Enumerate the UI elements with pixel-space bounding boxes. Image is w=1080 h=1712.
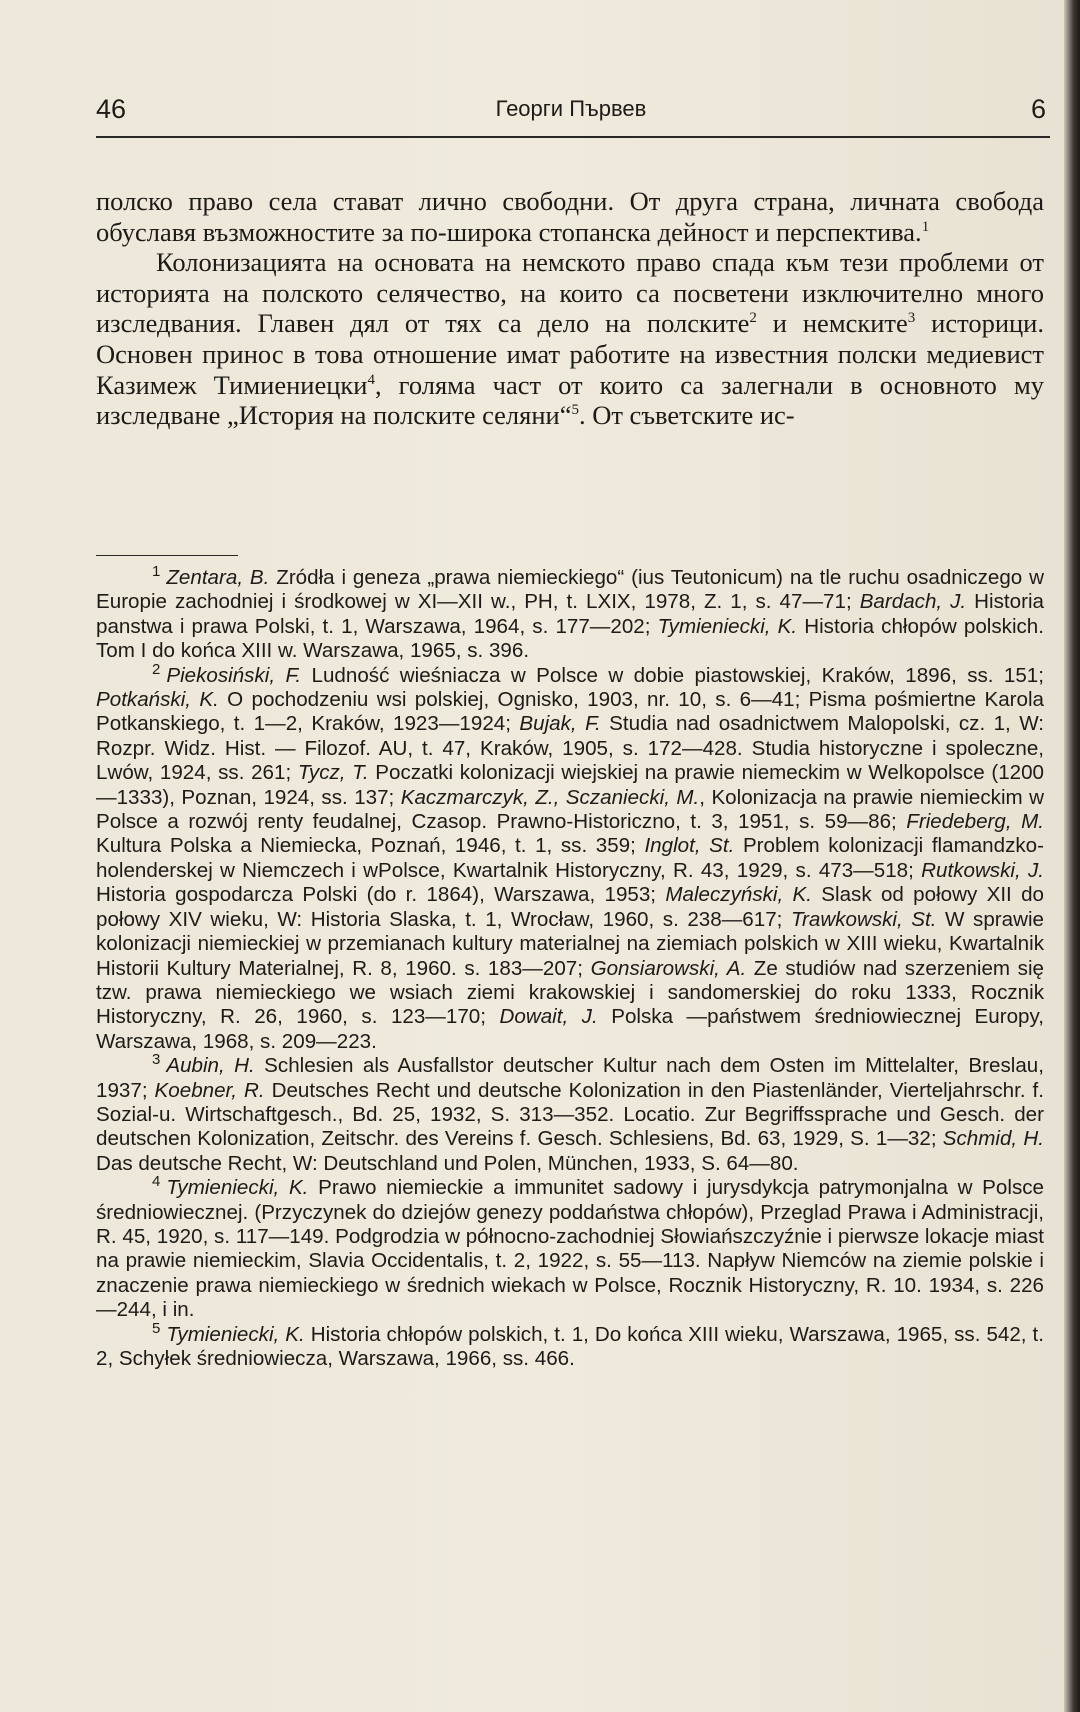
citation-author: Tymieniecki, K. [166, 1322, 305, 1346]
paragraph-text: Колонизацията на основата на немското право спада към тези проблеми от историята на полското селячество, на които са посветени изключително много изследвания. Главен дял от тях са дело на полските [96, 247, 1044, 339]
citation-text: Das deutsche Recht, W: Deutschland und Polen, München, 1933, S. 64—80. [96, 1151, 799, 1175]
footnote-number: 1 [152, 563, 161, 581]
citation-text: Poczatki kolonizacji wiejskiej na prawie niemeckim w Welkopolsce (1200—1333), Poznan, 1924, ss. 137; [96, 761, 1045, 809]
paragraph-text: и немските [756, 308, 908, 339]
footnote-number: 2 [152, 660, 161, 678]
citation-author: Kaczmarczyk, Z., Sczaniecki, M. [400, 785, 700, 809]
citation-author: Friedeberg, M. [906, 810, 1044, 834]
citation-text: Zródła i geneza „prawa niemieckiego“ (ius Teutonicum) na tle ruchu osadniczego w Europie zachodniej i środkowej w XI—XII w., PH, t. LXIX, 1978, Z. 1, s. 47—71; [96, 566, 1044, 614]
citation-text: Historia panstwa i prawa Polski, t. 1, Warszawa, 1964, s. 177—202; [96, 590, 1044, 638]
page-number: 46 [96, 94, 127, 124]
book-spine-edge [1064, 0, 1080, 1712]
citation-author: Tymieniecki, K. [657, 614, 798, 638]
footnote [96, 1319, 1044, 1372]
citation-author: Zentara, B. [166, 566, 270, 589]
citation-text: , Kolonizacja na prawie niemieckim w Polsce a rozwój renty feudalnej, Czasop. Prawno-Historiczno, t. 3, 1951, s. 59—86; [96, 785, 1044, 834]
citation-author: Tymieniecki, K. [166, 1176, 309, 1200]
citation-text: O pochodzeniu wsi polskiej, Ognisko, 1903, nr. 10, s. 6—41; Pisma pośmiertne Karola Potkanskiego, t. 1—2, Kraków, 1923—1924; [96, 688, 1045, 736]
citation-text: Historia gospodarcza Polski (do r. 1864), Warszawa, 1953; [96, 883, 666, 907]
footnotes [96, 563, 1045, 1371]
footnote [96, 563, 1044, 664]
footnote [96, 1173, 1044, 1322]
footnote [96, 660, 1045, 1055]
citation-text: Kultura Polska a Niemiecka, Poznań, 1946, t. 1, ss. 359; [96, 834, 645, 858]
citation-author: Maleczyński, K. [665, 883, 812, 907]
signature-mark: 6 [1030, 94, 1046, 124]
citation-text: Historia chłopów polskich, t. 1, Do końca XIII wieku, Warszawa, 1965, ss. 542, t. 2, Schyłek średniowiecza, Warszawa, 1966, ss. 466. [96, 1322, 1044, 1370]
footnote-ref[interactable]: 1 [921, 218, 930, 235]
citation-author: Bardach, J. [859, 590, 967, 614]
citation-author: Trawkowski, St. [790, 907, 937, 931]
paragraph [96, 247, 1044, 431]
paragraph-text: . От съветските ис- [578, 400, 795, 431]
citation-text: Deutsches Recht und deutsche Kolonization in den Piastenländer, Vierteljahrschr. f. Sozial-u. Wirtschaftgesch., Bd. 25, 1932, S. 313—352. Locatio. Zur Begriffssprache und Gesch. der deutschen Kolonization, Zeitschr. des Vereins f. Gesch. Schlesiens, Bd. 63, 1929, S. 1—32; [96, 1078, 1045, 1151]
citation-text: Prawo niemieckie a immunitet sadowy i jurysdykcja patrymonjalna w Polsce średniowiecznej. (Przyczynek do dziejów genezy poddaństwa chłopów), Przeglad Prawa i Administracji, R. 45, 1920, s. 117—149. Podgrodzia w północno-zachodniej Słowiańszczyźnie i pierwsze lokacje miast na prawie niemieckim, Slavia Occidentalis, t. 2, 1922, s. 55—113. Napływ Niemców na ziemie polskie i znaczenie prawa niemieckiego w średnich wiekach w Polsce, Rocznik Historyczny, R. 10. 1934, s. 226—244, i in. [96, 1176, 1044, 1322]
citation-author: Aubin, H. [166, 1054, 255, 1078]
footnote [96, 1051, 1045, 1176]
running-header [96, 94, 1046, 128]
citation-author: Tycz, T. [297, 761, 369, 785]
citation-text: Problem kolonizacji flamandzko-holenderskej w Niemczech i wPolsce, Kwartalnik Historyczny, R. 43, 1929, s. 473—518; [96, 834, 1044, 882]
citation-text: Slask od połowy XII do połowy XIV wieku, W: Historia Slaska, t. 1, Wrocław, 1960, s. 238—617; [96, 883, 1044, 931]
citation-author: Rutkowski, J. [921, 858, 1044, 882]
citation-author: Schmid, H. [942, 1127, 1044, 1151]
citation-text: W sprawie kolonizacji niemieckiej w przemianach kultury materialnej na ziemiach polskich w XIII wieku, Kwartalnik Historii Kultury Materialnej, R. 8, 1960. s. 183—207; [96, 907, 1045, 980]
footnote-number: 3 [152, 1051, 161, 1069]
main-text [96, 186, 1044, 431]
citation-author: Dowait, J. [499, 1005, 598, 1029]
citation-text: Ze studiów nad szerzeniem się tzw. prawa niemieckiego we wsiach ziemi krakowskiej i sandomerskiej do roku 1333, Rocznik Historyczny, R. 26, 1960, s. 123—170; [96, 956, 1044, 1029]
footnote-ref[interactable]: 4 [367, 371, 375, 388]
running-head-author: Георги Първев [495, 96, 647, 121]
paragraph-text: , голяма част от които са залегнали в основното му изследване „История на полските селяни“ [96, 369, 1044, 431]
citation-author: Bujak, F. [519, 712, 601, 736]
citation-text: Historia chłopów polskich. Tom I do końca XIII w. Warszawa, 1965, s. 396. [96, 614, 1044, 663]
footnote-number: 4 [152, 1173, 161, 1191]
citation-text: Polska —państwem średniowiecznej Europy, Warszawa, 1968, s. 209—223. [96, 1005, 1044, 1053]
footnote-ref[interactable]: 2 [749, 310, 757, 327]
footnote-number: 5 [152, 1319, 161, 1337]
citation-author: Potkański, K. [96, 688, 219, 712]
citation-author: Koebner, R. [154, 1078, 265, 1102]
footnote-separator [96, 555, 238, 556]
citation-author: Inglot, St. [644, 834, 735, 858]
footnote-ref[interactable]: 5 [571, 402, 579, 419]
paragraph-text: историци. Основен принос в това отношение имат работите на известния полски медиевист Казимеж Тимиениецки [96, 308, 1044, 400]
citation-author: Gonsiarowski, A. [590, 956, 747, 980]
paragraph [96, 186, 1044, 247]
header-rule [96, 136, 1050, 138]
citation-text: Studia nad osadnictwem Malopolski, cz. 1, W: Rozpr. Widz. Hist. — Filozof. AU, t. 47, Kraków, 1905, s. 172—428. Studia historyczne i spoleczne, Lwów, 1924, ss. 261; [96, 712, 1044, 785]
citation-text: Ludność wieśniacza w Polsce w dobie piastowskiej, Kraków, 1896, ss. 151; [301, 663, 1044, 687]
citation-author: Piekosiński, F. [166, 663, 302, 687]
citation-text: Schlesien als Ausfallstor deutscher Kultur nach dem Osten im Mittelalter, Breslau, 1937; [96, 1054, 1044, 1102]
paragraph-text: полско право села стават лично свободни. От друга страна, личната свобода обуславя възможностите за по-широка стопанска дейност и перспектива. [96, 186, 1044, 247]
footnote-ref[interactable]: 3 [907, 310, 916, 327]
